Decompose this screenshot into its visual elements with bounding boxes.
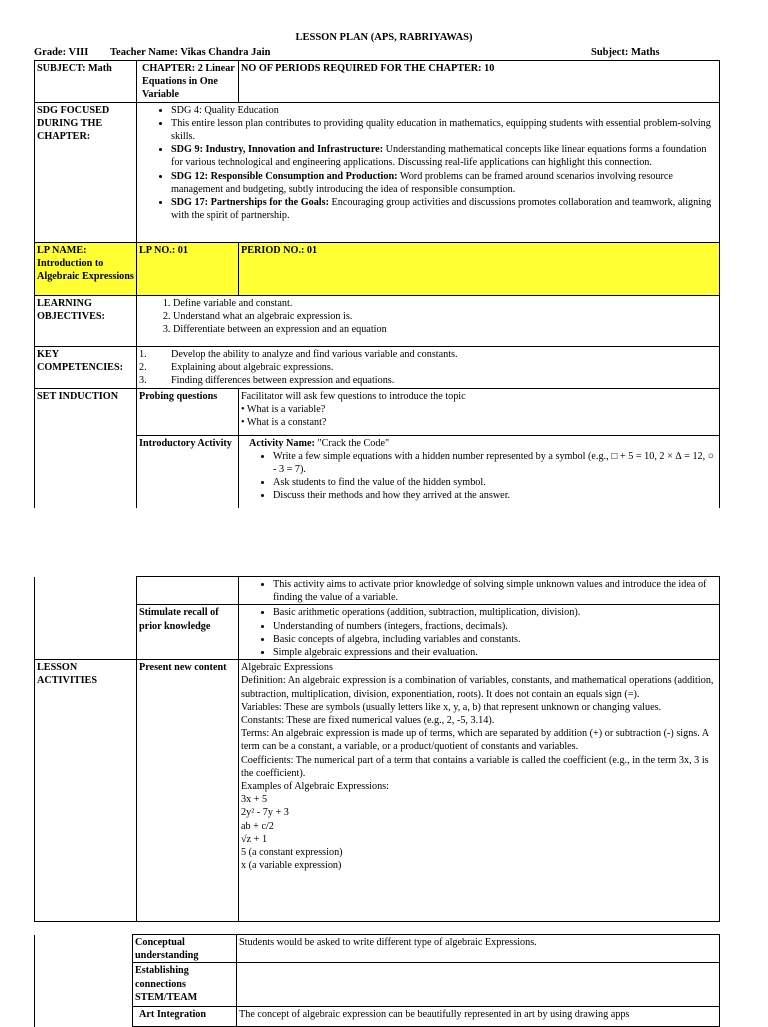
sdg-list [139, 104, 717, 223]
activity-continued-cell [239, 577, 720, 605]
present-line: x (a variable expression) [241, 860, 342, 872]
competency-item [139, 348, 717, 361]
conceptual-label: Conceptual understanding [133, 935, 237, 963]
sdg-item-bold: SDG 9: Industry, Innovation and Infrastructure: [171, 144, 384, 156]
activity-item: • Ask students to find the value of the hidden symbol. [273, 476, 717, 489]
lesson-plan-table-page3 [34, 934, 720, 1027]
sdg-content [137, 102, 720, 242]
competency-text: Explaining about algebraic expressions. [171, 361, 334, 373]
sdg-item [171, 104, 717, 117]
present-line: ab + c/2 [241, 820, 274, 832]
competency-text: Finding differences between expression and equations. [171, 375, 395, 387]
blank-label-cell-3 [35, 935, 133, 963]
sdg-item [171, 117, 717, 143]
activity-continued-item: • This activity aims to activate prior knowledge of solving simple unknown values and introduce the idea of finding the value of a variable. [273, 578, 717, 604]
competencies-label: KEY COMPETENCIES: [35, 346, 137, 388]
present-line: Constants: These are fixed numerical values (e.g., 2, -5, 3.14). [241, 715, 495, 727]
present-line: Variables: These are symbols (usually letters like x, y, a, b) that represent unknown or changing values. [241, 701, 662, 713]
recall-content [239, 605, 720, 660]
present-content [239, 660, 720, 922]
activity-item: • Discuss their methods and how they arrived at the answer. [273, 489, 717, 502]
lesson-plan-table-page2 [34, 576, 720, 922]
competency-item [139, 374, 717, 387]
probing-line: Facilitator will ask few questions to introduce the topic [241, 390, 466, 402]
connections-label: Establishing connections STEM/TEAM [133, 963, 237, 1007]
probing-line: • What is a constant? [241, 417, 327, 429]
set-induction-label: SET INDUCTION [35, 388, 137, 508]
present-line: Examples of Algebraic Expressions: [241, 781, 389, 793]
present-line: √z + 1 [241, 833, 268, 845]
lp-name-cell: LP NAME: Introduction to Algebraic Expressions [35, 242, 137, 295]
sdg-item [171, 196, 717, 222]
objective-item: 2. Understand what an algebraic expression is. [173, 310, 717, 323]
sdg-item-bold: SDG 17: Partnerships for the Goals: [171, 197, 329, 209]
lesson-plan-table-page1 [34, 60, 720, 508]
lp-no-cell: LP NO.: 01 [137, 242, 239, 295]
art-content: The concept of algebraic expression can be beautifully represented in art by using drawing apps [237, 1007, 720, 1027]
blank-label-cell [35, 577, 137, 605]
intro-activity-label: Introductory Activity [137, 435, 239, 508]
present-line: 2y² - 7y + 3 [241, 807, 289, 819]
subject-label: Subject: Maths [591, 47, 660, 58]
competency-number: 3. [139, 375, 147, 387]
teacher-label: Teacher Name: Vikas Chandra Jain [110, 47, 271, 58]
objectives-list [139, 297, 717, 337]
sdg-item-text: SDG 4: Quality Education [171, 104, 279, 116]
competency-item [139, 361, 717, 374]
probing-content [239, 388, 720, 435]
competency-number: 1. [139, 348, 147, 360]
sdg-item-text: This entire lesson plan contributes to providing quality education in mathematics, equipping students with essential problem-solving skills. [171, 117, 711, 143]
periods-cell: NO OF PERIODS REQUIRED FOR THE CHAPTER: 10 [239, 61, 720, 103]
competency-text: Develop the ability to analyze and find various variable and constants. [171, 348, 458, 360]
activity-list [249, 450, 717, 503]
activity-name-label: Activity Name: [249, 437, 315, 449]
chapter-cell: CHAPTER: 2 Linear Equations in One Variable [137, 61, 239, 103]
lesson-activities-label: LESSON ACTIVITIES [35, 660, 137, 922]
present-line: Definition: An algebraic expression is a combination of variables, constants, and mathematical operations (addition, subtraction, multiplication, division, exponentiation, roots). It does not contain an equals sign (=). [241, 675, 714, 700]
competencies-content [137, 346, 720, 388]
subject-cell: SUBJECT: Math [35, 61, 137, 103]
blank-sub-cell [137, 577, 239, 605]
objectives-content [137, 295, 720, 346]
present-line: 3x + 5 [241, 794, 268, 806]
competency-number: 2. [139, 361, 147, 373]
present-line: Terms: An algebraic expression is made up of terms, which are separated by addition (+) or subtraction (-) signs. A term can be a constant, a variable, or a product/quotient of constants and variables. [241, 728, 709, 753]
probing-line: • What is a variable? [241, 403, 326, 415]
recall-item: • Basic concepts of algebra, including variables and constants. [273, 633, 717, 646]
sdg-item [171, 170, 717, 196]
intro-activity-content [239, 435, 720, 508]
sdg-item-text: Understanding mathematical concepts like linear equations forms a foundation for various technological and engineering applications. Discussing real-life applications can highlight this connection. [171, 144, 707, 169]
connections-content [237, 963, 720, 1007]
blank-label-cell-2 [35, 605, 137, 660]
recall-item: • Understanding of numbers (integers, fractions, decimals). [273, 620, 717, 633]
document-title: LESSON PLAN (APS, RABRIYAWAS) [295, 32, 473, 43]
conceptual-content: Students would be asked to write different type of algebraic Expressions. [237, 935, 720, 963]
period-no-cell: PERIOD NO.: 01 [239, 242, 720, 295]
sdg-item [171, 143, 717, 169]
sdg-item-text: Encouraging group activities and discussions promotes collaboration and teamwork, aligning with the spirit of partnership. [171, 197, 712, 222]
sdg-item-bold: SDG 12: Responsible Consumption and Production: [171, 170, 398, 182]
objective-item: 1. Define variable and constant. [173, 297, 717, 310]
art-label: Art Integration [133, 1007, 237, 1027]
objectives-label: LEARNING OBJECTIVES: [35, 295, 137, 346]
present-line: Coefficients: The numerical part of a term that contains a variable is called the coefficient (e.g., in the term 3x, 3 is the coefficient). [241, 754, 709, 779]
recall-label: Stimulate recall of prior knowledge [137, 605, 239, 660]
recall-item: • Simple algebraic expressions and their evaluation. [273, 646, 717, 659]
objective-item: 3. Differentiate between an expression and an equation [173, 323, 717, 336]
probing-label: Probing questions [137, 388, 239, 435]
present-content-label: Present new content [137, 660, 239, 922]
sdg-item-text: Word problems can be framed around scenarios involving resource management and budgeting, subtly introducing the idea of responsible consumption. [171, 170, 673, 195]
recall-item: • Basic arithmetic operations (addition, subtraction, multiplication, division). [273, 606, 717, 619]
sdg-label: SDG FOCUSED DURING THE CHAPTER: [35, 102, 137, 242]
blank-label-cell-4 [35, 963, 133, 1007]
activity-item: • Write a few simple equations with a hidden number represented by a symbol (e.g., □ + 5 = 10, 2 × ∆ = 12, ○ - 3 = 7). [273, 450, 717, 476]
activity-name: "Crack the Code" [314, 437, 390, 449]
recall-list [241, 606, 717, 659]
present-line: 5 (a constant expression) [241, 847, 343, 859]
grade-label: Grade: VIII [34, 47, 89, 58]
present-line: Algebraic Expressions [241, 662, 333, 674]
